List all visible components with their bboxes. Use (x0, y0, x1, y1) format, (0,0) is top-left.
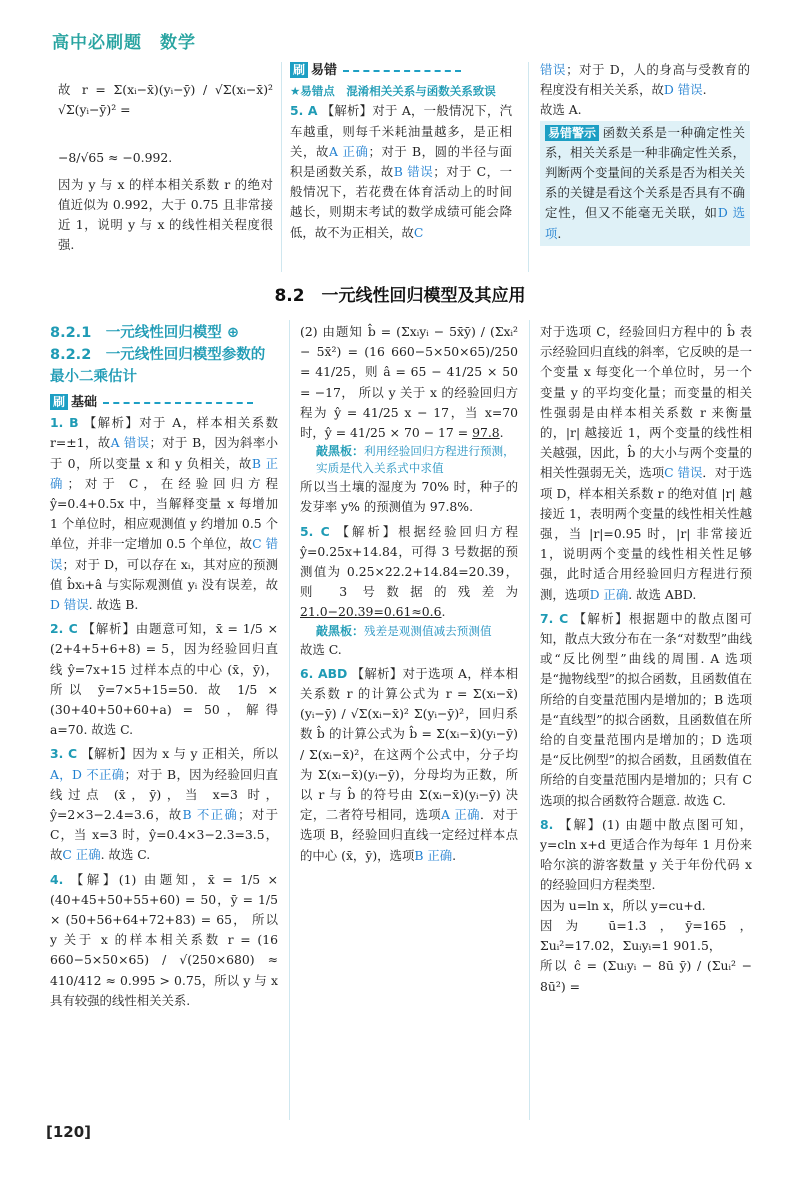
answer-link: C 正确 (62, 847, 101, 863)
column-divider (528, 62, 529, 272)
answer-4 (50, 870, 278, 1011)
answer-text: . 故选 C. (100, 847, 151, 863)
top-left-column (58, 60, 273, 255)
answer-link: C 错误 (664, 465, 703, 481)
question-number: 1. B (50, 415, 79, 431)
part-2: (2) 由题知 b̂ = (Σxᵢyᵢ − 5x̄ȳ) / (Σxᵢ² − 5x̄²) = (16 660−5×50×65)/250 = 41/25，则 â = 65 − 41/25 × 50 = −17， 所以 y 关于 x 的经验回归方程为 ŷ = 41/25 x − 17，当 x=70 时，ŷ = 41/25 × 70 − 17 = 97.8. (300, 324, 518, 441)
answer-text: (16 660−5×50×65)/250 = 41/25，则 â = 65 − 41/25 × 50 = −17， (300, 344, 518, 400)
subsection-heading: 8.2.2 一元线性回归模型参数的最小二乘估计 (50, 347, 266, 385)
page-number-value: 120 (52, 1123, 85, 1141)
answer-6 (300, 664, 518, 866)
answer-text: ；对于 B，因为经验回归直线过点 (x̄，ȳ)，当 x=3 时，ŷ=2×3−2.4=3.6，故 (50, 766, 279, 823)
continuation: 错误；对于 D，人的身高与受教育的程度没有相关关系，故D 错误. (540, 62, 751, 98)
error-point (290, 81, 512, 101)
basic-heading (50, 392, 278, 413)
answer-link: A 正确 (328, 143, 369, 159)
answer-link: A 错误 (110, 435, 150, 451)
section-label: 易错 (311, 63, 338, 78)
bottom-middle-column (300, 322, 518, 866)
answer-1 (50, 413, 278, 615)
question-number: 6. ABD (300, 665, 348, 681)
answer-text: ．对于选项 D，样本相关系数 r 的绝对值 |r| 越接近 1，表明两个变量的线性相关性越强，当 |r|=0.95 时，|r| 非常接近 1，说明两个变量的线性相关性足够强，此时适合用经验回归方程进行预测，选项 (540, 465, 753, 602)
answer-text: ；对于 D，人的身高与受教育的程度没有相关关系，故 (540, 62, 751, 98)
warning-end: . (557, 225, 562, 241)
answer-text: . (452, 847, 457, 863)
answer-text: 【解析】对于选项 A，样本相关系数 r 的计算公式为 r = Σ(xᵢ−x̄)(yᵢ−ȳ) / √Σ(xᵢ−x̄)² Σ(yᵢ−ȳ)²，回归系数 b̂ 的计算公式为 b̂ = Σ(xᵢ−x̄)(yᵢ−ȳ) / Σ(xᵢ−x̄)²，在这两个公式中，分子均为 Σ(xᵢ−x̄)(yᵢ−ȳ)，分母均为正数，所以 r 与 b̂ 的符号由 Σ(xᵢ−x̄)(yᵢ−ȳ) 决定，二者符号相同，选项 (300, 665, 518, 823)
answer-link: C 错误 (50, 536, 279, 572)
answer-text: ．对于选项 B，经验回归直线一定经过样本点的中心 (x̄，ȳ)，选项 (300, 807, 519, 863)
top-right-column (540, 60, 750, 246)
section-title: 8.2 一元线性回归模型及其应用 (274, 286, 526, 306)
dashed-divider (103, 402, 253, 404)
answer-text: . 故选 ABD. (628, 586, 697, 602)
brush-tag: 刷 (50, 394, 68, 410)
answer-link: D 选项 (545, 205, 746, 241)
question-number: 3. C (50, 746, 78, 762)
answer-link: B 错误 (393, 164, 434, 180)
page-number: [120] (46, 1123, 92, 1141)
formula-r: 故 r = Σ(xᵢ−x̄)(yᵢ−ȳ) / √Σ(xᵢ−x̄)² √Σ(yᵢ−ȳ)² = (58, 82, 273, 118)
question-number: 5. A (290, 103, 318, 119)
bottom-right-column (540, 322, 752, 997)
column-divider (289, 320, 290, 1120)
answer-text: ；对于 B，因为斜率小于 0，所以变量 x 和 y 负相关，故 (50, 435, 279, 471)
answer-text: ；对于 C，一般情况下，若花费在体育活动上的时间越长，则期末考试的数学成绩可能会降低，故不为正相关，故 (290, 164, 513, 240)
answer-link: D 错误 (50, 597, 89, 613)
answer-5 (290, 101, 512, 242)
tip-text: 利用经验回归方程进行预测，实质是代入关系式中求值 (316, 444, 515, 476)
question-number: 2. C (50, 621, 78, 637)
paragraph: 因为 y 与 x 的样本相关系数 r 的绝对值近似为 0.992，大于 0.75 且非常接近 1，说明 y 与 x 的线性相关程度很强. (58, 176, 273, 253)
question-number: 5. C (300, 523, 330, 539)
dashed-divider (343, 70, 461, 72)
answer-link: D 错误 (663, 82, 703, 98)
error-heading (290, 60, 512, 81)
answer-text: 【解析】由题意可知，x̄ = 1/5 × (2+4+5+6+8) = 5，因为经验回归直线 ŷ=7x+15 过样本点的中心 (x̄，ȳ)，所以 ȳ=7×5+15=50. 故 1/5 × (30+40+50+60+a) = 50，解得 a=70. 故选 C. (50, 621, 278, 738)
answer-5: 5. C 【解析】根据经验回归方程 ŷ=0.25x+14.84，可得 3 号数据的预测值为 0.25×22.2+14.84=20.39，则 3 号数据的残差为 21.0−20.39=0.61≈0.6. (300, 523, 518, 620)
brush-tag: 刷 (290, 62, 308, 78)
warning-tag: 易错警示 (545, 125, 599, 141)
answer-text: 所以 y 关于 x 的经验回归方程为 ŷ = 41/25 x − 17，当 x=70 时，ŷ = 41/25 × 70 − 17 = (300, 384, 518, 441)
question-number: 4. (50, 871, 64, 887)
warning-body: 函数关系是一种确定性关系，相关关系是一种非确定性关系，判断两个变量间的关系是否为相关关系的关键是看这个关系是否具有不确定性，但又不能毫无关联，如 (545, 124, 745, 221)
section-label: 基础 (71, 395, 98, 410)
answer-text: 【解析】根据题中的散点图可知，散点大致分布在一条“对数型”曲线或“反比例型”曲线的周围. A 选项是“抛物线型”的拟合函数，且函数值在所给的自变量范围内是增加的；B 选项是“直线型”的拟合函数，且函数值在所给的自变量范围内是增加的；D 选项是“反比例型”的拟合函数，且函数值在所给的自变量范围内是增加的；只有 C 选项的拟合函数符合题意. 故选 C. (540, 610, 752, 808)
answer-2 (50, 619, 278, 740)
answer-7 (540, 609, 752, 811)
answer-text: (2) 由题知 b̂ = (Σxᵢyᵢ − 5x̄ȳ) / (Σxᵢ² − 5x̄²) = (300, 324, 518, 360)
answer-link: D 正确 (589, 586, 629, 602)
answer-text: . 故选 B. (88, 597, 139, 613)
answer-text: ；对于 C，当 x=3 时，ŷ=0.4×3−2.3=3.5，故 (50, 807, 279, 863)
answer-text: 【解析】根据经验回归方程 ŷ=0.25x+14.84，可得 3 号数据的预测值为 0.25×22.2+14.84=20.39，则 3 号数据的残差为 (300, 523, 518, 600)
answer-text: 【解】(1) 由题知，x̄ = 1/5 × (40+45+50+55+60) = 50，ȳ = 1/5 × (50+56+64+72+83) = 65， (50, 871, 278, 928)
answer-6-continued (540, 322, 752, 605)
answer-8 (540, 815, 752, 896)
underlined-value: 97.8 (472, 425, 500, 441)
tip-note (300, 623, 518, 640)
warning-box (540, 121, 750, 246)
answer-text: 【解析】因为 x 与 y 正相关，所以 (81, 746, 278, 762)
answer-link: A，D 不正确 (50, 766, 125, 782)
answer-link: C (413, 224, 424, 240)
bottom-left-column (50, 322, 278, 1011)
tip-label: 敲黑板： (316, 444, 365, 459)
formula-value: −8/√65 ≈ −0.992. (58, 150, 173, 166)
conclusion: 故选 C. (300, 641, 342, 657)
tip-note (300, 443, 518, 477)
answer-8-step: 因为 ū=1.3，ȳ=165，Σuᵢ²=17.02，Σuᵢyᵢ=1 901.5， (540, 917, 752, 954)
warning-text (545, 123, 745, 244)
subsection-heading: 8.2.1 一元线性回归模型 ⊕ (50, 325, 239, 341)
answer-text: 【解析】对于 A，一般情况下，汽车越重，则每千米耗油量越多，是正相关，故 (290, 103, 512, 159)
error-point-title: 混淆相关关系与函数关系致误 (346, 84, 496, 99)
answer-text: 【解析】对于 A，样本相关系数 r=±1，故 (50, 415, 278, 451)
answer-8-step: 所以 ĉ = (Σuᵢyᵢ − 8ū ȳ) / (Σuᵢ² − 8ū²) = (540, 958, 752, 994)
answer-link: 错误 (540, 62, 567, 77)
column-divider (281, 62, 282, 272)
tip-label: 敲黑板： (316, 623, 365, 638)
answer-link: B 正确 (50, 455, 278, 491)
answer-text: ；对于 B，圆的半径与面积是函数关系，故 (290, 143, 513, 180)
answer-text: 对于选项 C，经验回归方程中的 b̂ 表示经验回归直线的斜率，它反映的是一个变量 x 每变化一个单位时，另一个变量 y 的平均变化量；而变量的相关性强弱是由样本相关系数 r 来衡量的，|r| 越接近 1，两个变量的线性相关越强，因此，b̂ 的大小与两个变量的相关性强弱无关，选项 (540, 324, 752, 481)
answer-text: ；对于 D，可以存在 xᵢ，其对应的预测值 b̂xᵢ+â 与实际观测值 yᵢ 没有误差，故 (50, 556, 279, 592)
underlined-value: 21.0−20.39=0.61≈0.6 (300, 604, 442, 620)
column-divider (529, 320, 530, 1120)
answer-link: B 正确 (414, 847, 453, 863)
star-icon-label: ★易错点 (290, 84, 335, 99)
answer-3 (50, 744, 278, 865)
question-number: 8. (540, 816, 554, 832)
answer-8-step: 因为 u=ln x，所以 y=cu+d. (540, 897, 706, 913)
header-title: 高中必刷题 数学 (52, 33, 196, 53)
answer-text: ；对于 C，在经验回归方程 ŷ=0.4+0.5x 中，当解释变量 x 每增加 1 个单位时，相应观测值 y 约增加 0.5 个单位，并非一定增加 0.5 个单位，故 (50, 475, 279, 552)
part-2-conclusion: 所以当土壤的湿度为 70% 时，种子的发芽率 y% 的预测值为 97.8%. (300, 479, 518, 515)
conclusion: 故选 A. (540, 102, 582, 118)
question-number: 7. C (540, 610, 569, 626)
answer-link: B 不正确 (182, 807, 239, 823)
answer-link: A 正确 (441, 807, 480, 823)
top-middle-column (290, 60, 512, 243)
tip-text: 残差是观测值减去预测值 (364, 623, 492, 638)
answer-text: 所以 y 关于 x 的样本相关系数 r = (16 660−5×50×65) / √(250×680) ≈ 410/412 ≈ 0.995 > 0.75，所以 y 与 x 具有较强的线性相关关系. (50, 912, 278, 1008)
answer-text: 【解】(1) 由题中散点图可知，y=cln x+d 更适合作为每年 1 月份来哈尔滨的游客数量 y 关于年份代码 x 的经验回归方程类型. (540, 816, 752, 893)
